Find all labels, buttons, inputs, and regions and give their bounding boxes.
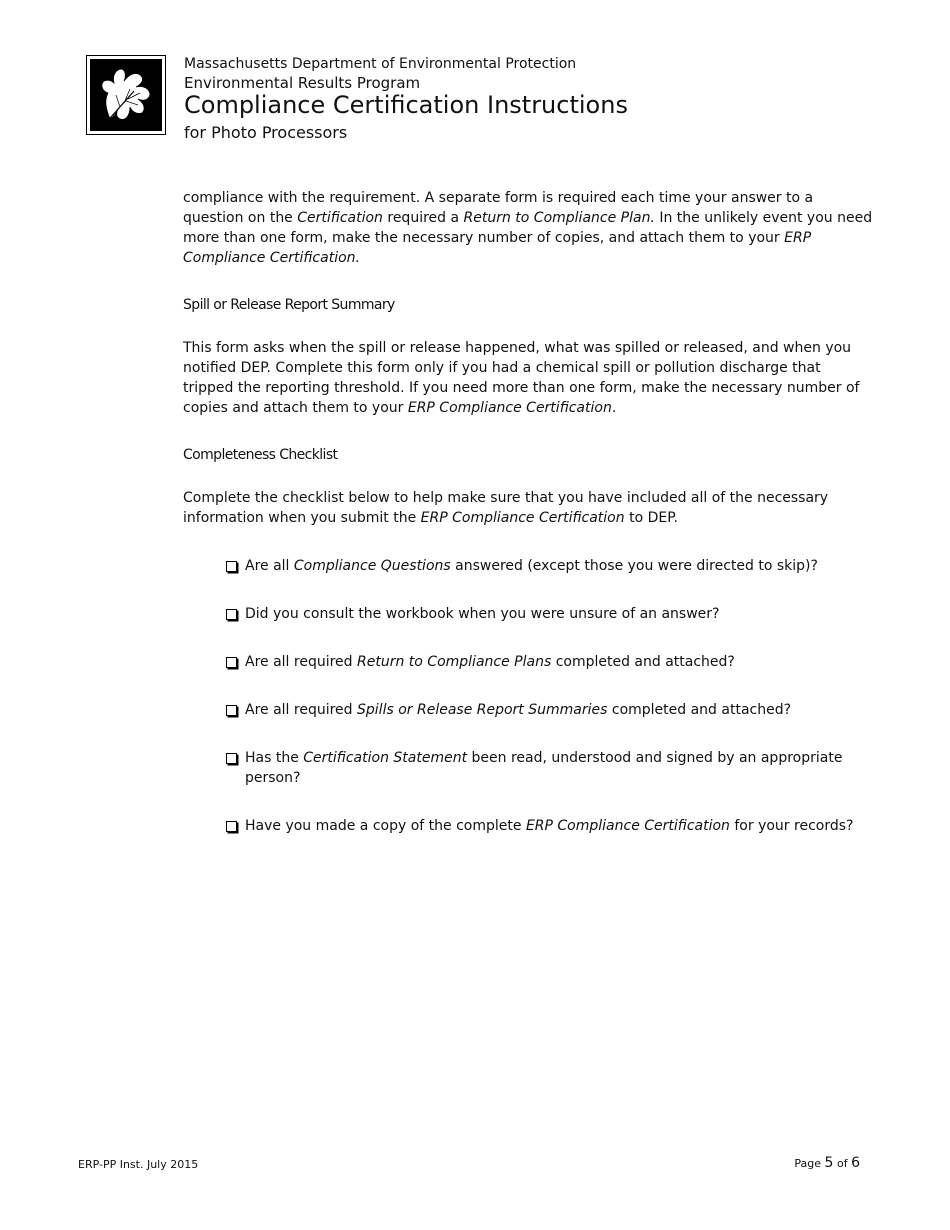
agency-name: Massachusetts Department of Environmental Protection xyxy=(184,56,577,72)
checkbox-icon[interactable] xyxy=(226,609,237,620)
return-to-compliance-paragraph: compliance with the requirement. A separate form is required each time your answer to a question on the Certification required a Return to Compliance Plan. In the unlikely event you need more than one form, make the necessary number of copies, and attach them to your ERP Compliance Certification. xyxy=(183,190,873,266)
checklist-item: Are all required Return to Compliance Plans completed and attached? xyxy=(226,652,873,672)
spill-summary-paragraph: This form asks when the spill or release happened, what was spilled or released, and when you notified DEP. Complete this form only if you had a chemical spill or pollution discharge that tripped the reporting threshold. If you need more than one form, make the necessary number of copies and attach them to your ERP Compliance Certification. xyxy=(183,340,860,416)
checkbox-icon[interactable] xyxy=(226,705,237,716)
footer-doc-id: ERP-PP Inst. July 2015 xyxy=(78,1158,199,1171)
checklist-item: Has the Certification Statement been read, understood and signed by an appropriate person? xyxy=(226,748,873,788)
page-number: Page 5 of 6 xyxy=(794,1155,860,1171)
page-title: Compliance Certification Instructions xyxy=(184,91,628,119)
checkbox-icon[interactable] xyxy=(226,753,237,764)
document-body xyxy=(183,188,873,864)
checklist-intro-paragraph: Complete the checklist below to help make sure that you have included all of the necessary information when you submit the ERP Compliance Certification to DEP. xyxy=(183,490,829,526)
checklist-item: Are all required Spills or Release Report Summaries completed and attached? xyxy=(226,700,873,720)
section-heading-spill-summary: Spill or Release Report Summary xyxy=(183,297,395,313)
checkbox-icon[interactable] xyxy=(226,821,237,832)
program-name: Environmental Results Program xyxy=(184,74,421,92)
checkbox-icon[interactable] xyxy=(226,561,237,572)
massdep-logo xyxy=(86,55,166,135)
completeness-checklist xyxy=(183,556,873,836)
oak-leaf-icon xyxy=(90,59,162,131)
checkbox-icon[interactable] xyxy=(226,657,237,668)
checklist-item: Did you consult the workbook when you were unsure of an answer? xyxy=(226,604,873,624)
section-heading-checklist: Completeness Checklist xyxy=(183,447,338,463)
checklist-item: Have you made a copy of the complete ERP Compliance Certification for your records? xyxy=(226,816,873,836)
page-subtitle: for Photo Processors xyxy=(184,123,348,142)
checklist-item: Are all Compliance Questions answered (except those you were directed to skip)? xyxy=(226,556,873,576)
